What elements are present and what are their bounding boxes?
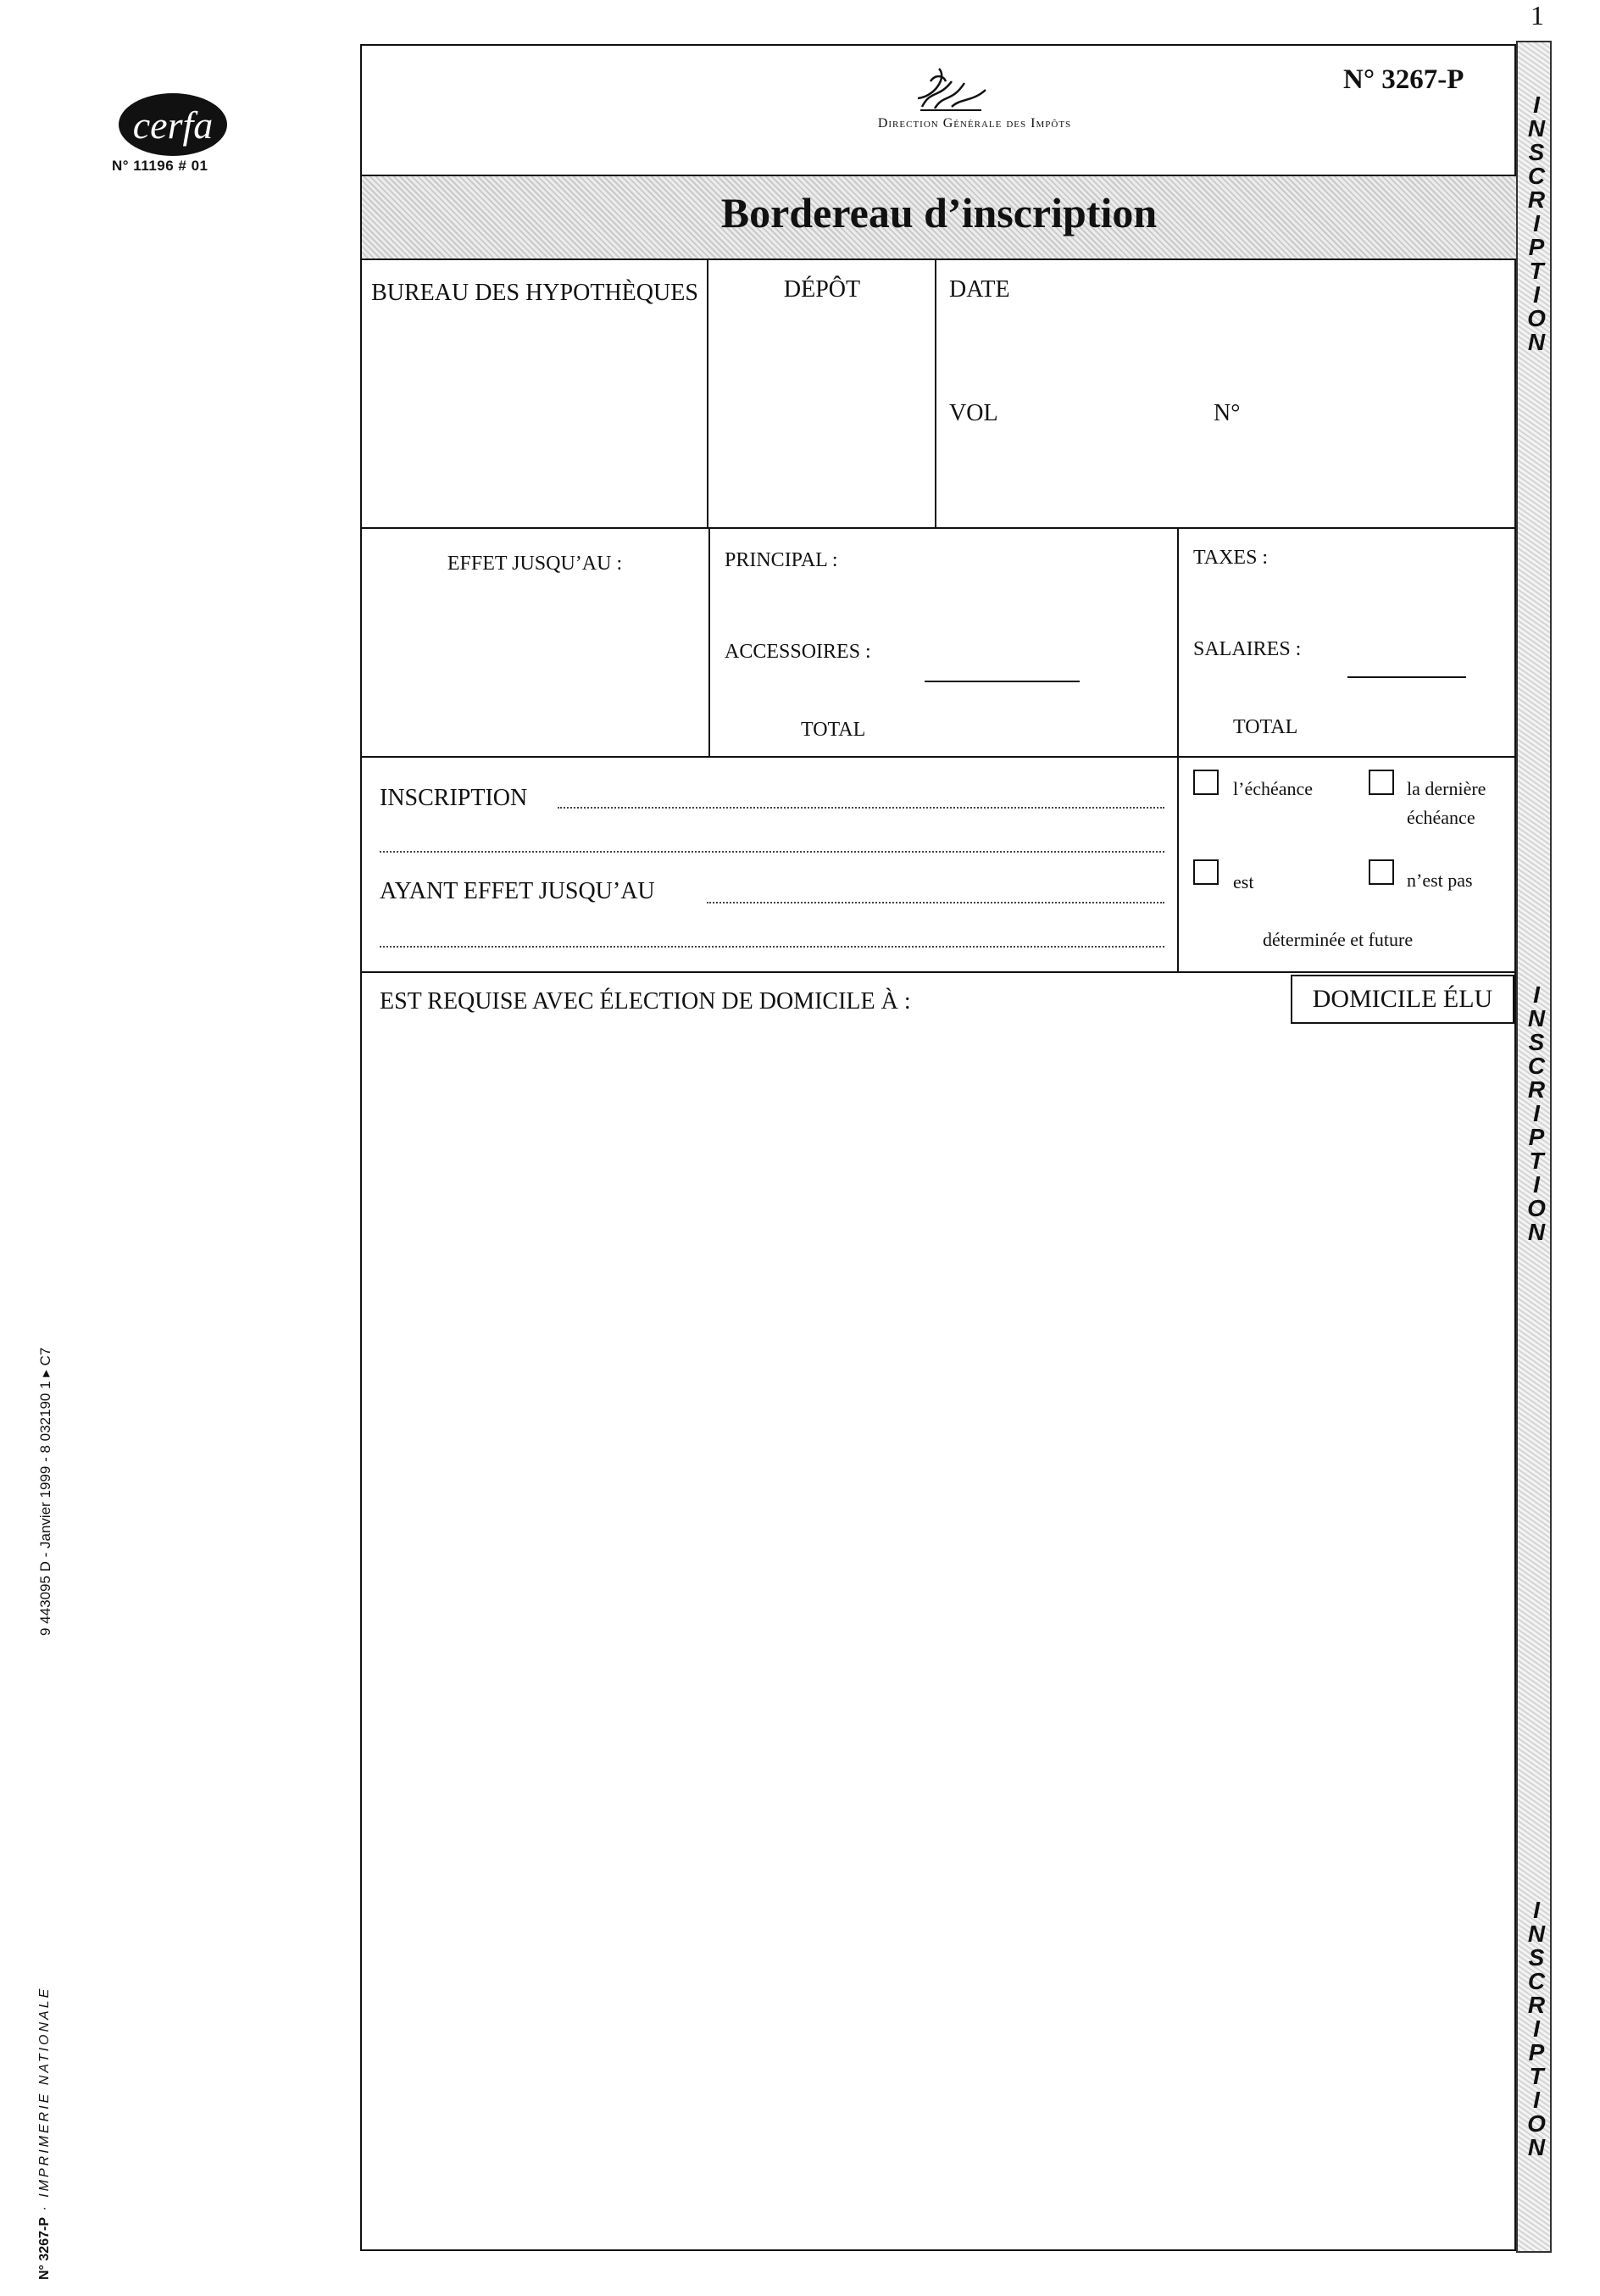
- depot-label: DÉPÔT: [783, 276, 861, 303]
- est-checkbox[interactable]: [1193, 859, 1219, 885]
- number-label: N°: [1214, 400, 1241, 426]
- strip-letter: N: [1527, 1921, 1546, 1947]
- inscription-dotted-line: [380, 851, 1164, 853]
- cerfa-logo: cerfa: [119, 93, 227, 156]
- requise-label: EST REQUISE AVEC ÉLECTION DE DOMICILE À :: [380, 988, 911, 1015]
- strip-letter: O: [1527, 1195, 1546, 1221]
- principal-label: PRINCIPAL :: [725, 549, 838, 571]
- divider: [1177, 529, 1179, 758]
- strip-letter: I: [1533, 2087, 1540, 2113]
- accessoires-label: ACCESSOIRES :: [725, 641, 871, 663]
- effet-label: EFFET JUSQU’AU :: [447, 553, 623, 575]
- strip-letter: T: [1529, 258, 1544, 284]
- domicile-elu-box: DOMICILE ÉLU: [1291, 975, 1514, 1024]
- strip-letter: I: [1533, 1100, 1540, 1126]
- strip-word-top: [1525, 93, 1548, 354]
- imprint-line: [37, 1987, 53, 2280]
- inscription-label: INSCRIPTION: [380, 785, 528, 811]
- ayant-effet-dotted-line: [380, 946, 1164, 948]
- strip-letter: I: [1533, 92, 1540, 118]
- cerfa-form-id: N° 11196 # 01: [112, 158, 208, 174]
- strip-letter: C: [1527, 1968, 1546, 1994]
- strip-letter: R: [1527, 1076, 1546, 1103]
- strip-letter: N: [1527, 115, 1546, 142]
- strip-letter: R: [1527, 186, 1546, 213]
- strip-letter: N: [1527, 329, 1546, 355]
- strip-letter: P: [1528, 2039, 1545, 2065]
- sum-line: [1347, 676, 1466, 678]
- derniere-label: la dernière: [1407, 778, 1486, 799]
- ayant-effet-label: AYANT EFFET JUSQU’AU: [380, 878, 655, 904]
- imprint-name: · IMPRIMERIE NATIONALE: [37, 1986, 52, 2211]
- form-title: Bordereau d’inscription: [720, 189, 1158, 236]
- strip-letter: I: [1533, 981, 1540, 1008]
- echeance-checkbox[interactable]: [1193, 770, 1219, 795]
- divider: [360, 527, 1516, 529]
- strip-letter: R: [1527, 1992, 1546, 2018]
- total-left-label: TOTAL: [801, 719, 866, 741]
- derniere-label-line2: échéance: [1407, 807, 1475, 828]
- strip-letter: T: [1529, 2063, 1544, 2089]
- strip-word-bottom: [1525, 1899, 1548, 2160]
- salaires-label: SALAIRES :: [1193, 638, 1302, 660]
- vol-label: VOL: [949, 400, 998, 426]
- strip-letter: O: [1527, 2110, 1546, 2137]
- strip-letter: I: [1533, 2015, 1540, 2042]
- strip-letter: I: [1533, 1897, 1540, 1923]
- strip-letter: P: [1528, 234, 1545, 260]
- nest-pas-label: n’est pas: [1407, 870, 1473, 891]
- strip-letter: S: [1528, 1029, 1545, 1055]
- form-number: N° 3267-P: [1343, 64, 1464, 95]
- determinee-label: déterminée et future: [1263, 929, 1414, 950]
- taxes-label: TAXES :: [1193, 547, 1269, 569]
- strip-letter: I: [1533, 210, 1540, 236]
- strip-letter: I: [1533, 1171, 1540, 1198]
- inscription-dotted-line: [558, 807, 1164, 809]
- strip-letter: C: [1527, 1053, 1546, 1079]
- strip-letter: O: [1527, 305, 1546, 331]
- print-reference: 9 443095 D - Janvier 1999 - 8 032190 1 ▸ C7: [37, 1347, 53, 1636]
- bureau-label: BUREAU DES HYPOTHÈQUES: [371, 280, 698, 306]
- strip-word-middle: [1525, 983, 1548, 1244]
- sum-line: [925, 681, 1080, 682]
- strip-letter: P: [1528, 1124, 1545, 1150]
- dgi-label: Direction Générale des Impôts: [877, 116, 1072, 131]
- strip-letter: N: [1527, 2134, 1546, 2160]
- domicile-input-area[interactable]: [380, 1027, 1498, 2231]
- strip-letter: N: [1527, 1005, 1546, 1031]
- strip-letter: T: [1529, 1148, 1544, 1174]
- divider: [360, 756, 1516, 758]
- divider: [360, 259, 1516, 260]
- strip-letter: S: [1528, 139, 1545, 165]
- echeance-label: l’échéance: [1233, 778, 1314, 799]
- strip-letter: I: [1533, 281, 1540, 308]
- imprint-form-code: N° 3267-P: [37, 2217, 52, 2280]
- derniere-echeance-checkbox[interactable]: [1369, 770, 1394, 795]
- total-right-label: TOTAL: [1233, 716, 1298, 738]
- strip-letter: C: [1527, 163, 1546, 189]
- nest-pas-checkbox[interactable]: [1369, 859, 1394, 885]
- ayant-effet-dotted-line: [707, 902, 1164, 903]
- divider: [360, 971, 1516, 973]
- date-label: DATE: [949, 276, 1010, 303]
- strip-letter: S: [1528, 1944, 1545, 1971]
- divider: [708, 529, 710, 758]
- divider: [1177, 758, 1179, 973]
- est-label: est: [1233, 871, 1254, 892]
- strip-letter: N: [1527, 1219, 1546, 1245]
- page-number: 1: [1531, 0, 1544, 31]
- dgi-emblem-icon: [914, 64, 990, 114]
